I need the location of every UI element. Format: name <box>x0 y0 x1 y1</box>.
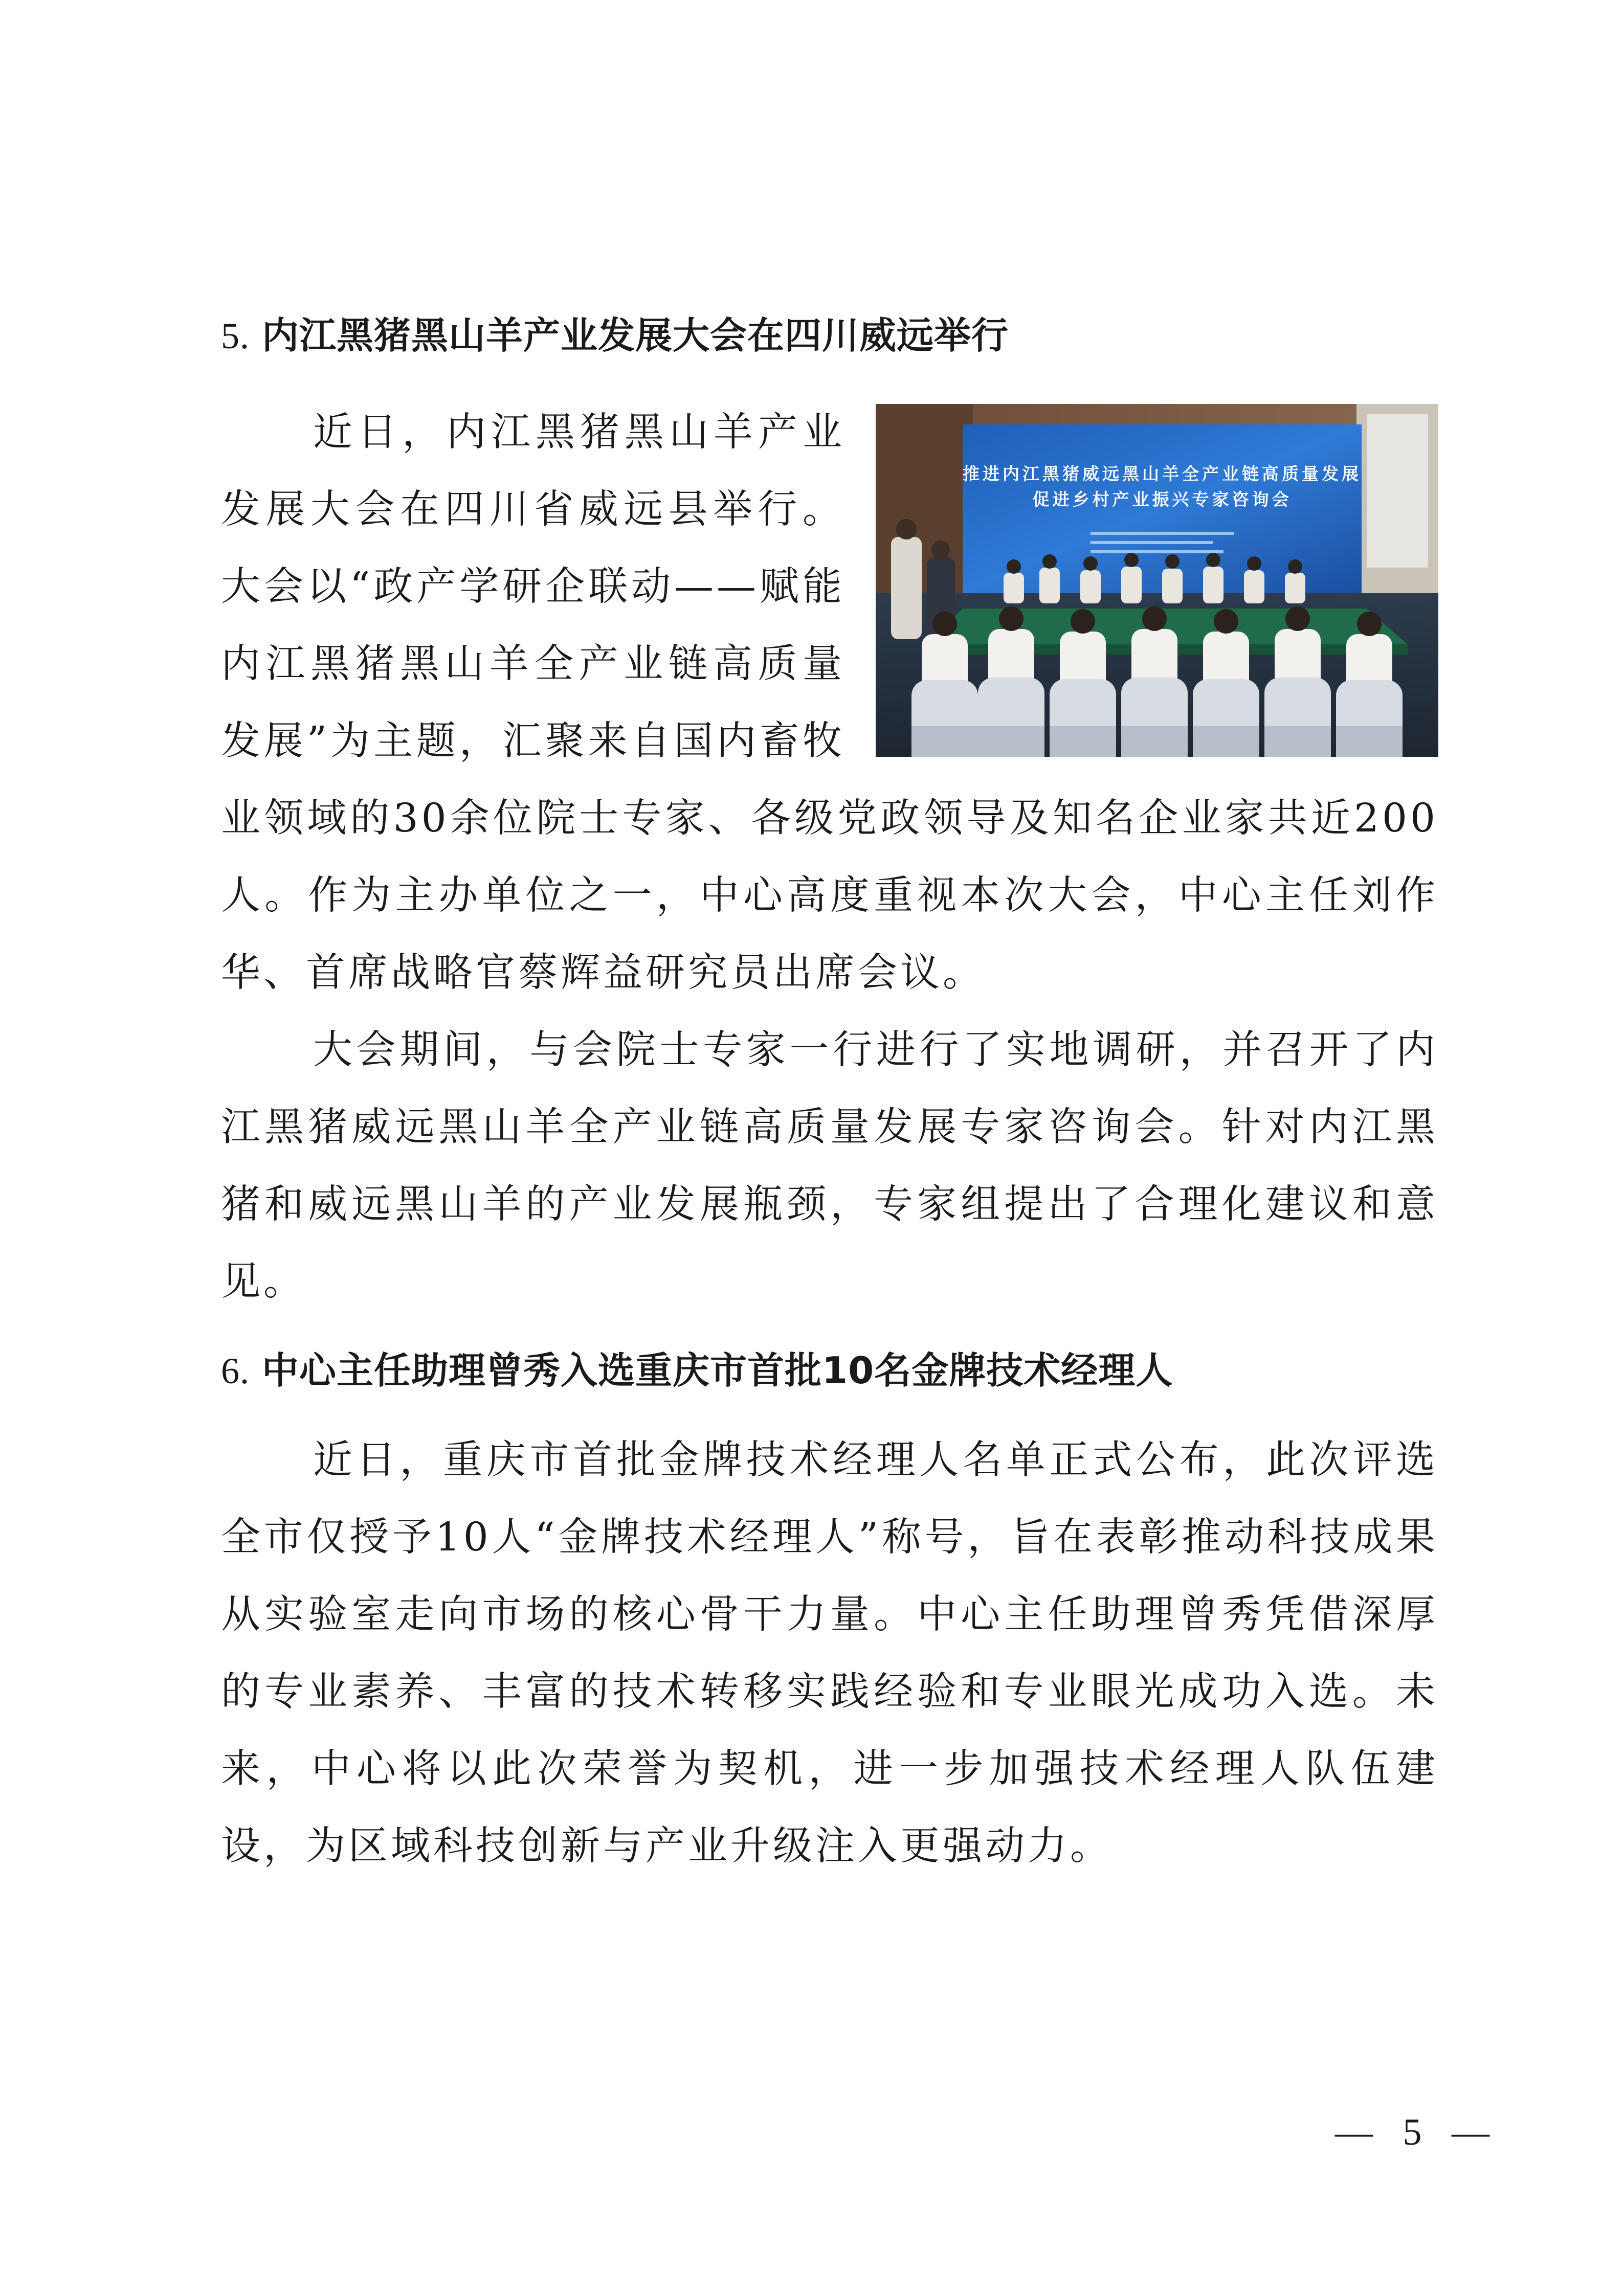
section-5-paragraph-1: 近日，内江黑猪黑山羊产业发展大会在四川省威远县举行。大会以“政产学研企联动——赋能内江黑猪黑山羊全产业链高质量发展”为主题，汇聚来自国内畜牧业领域的30余位院士专家、各级党政领导及知名企业家共近200人。作为主办单位之一，中心高度重视本次大会，中心主任刘作华、首席战略官蔡辉益研究员出席会议。 <box>221 410 1438 996</box>
section-5-number: 5. <box>221 316 250 356</box>
section-5-paragraph-2: 大会期间，与会院士专家一行进行了实地调研，并召开了内江黑猪威远黑山羊全产业链高质量发展专家咨询会。针对内江黑猪和威远黑山羊的产业发展瓶颈，专家组提出了合理化建议和意见。 <box>221 1027 1438 1304</box>
section-6-heading <box>221 1345 1173 1397</box>
banner-line-2: 促进乡村产业振兴专家咨询会 <box>1032 489 1292 509</box>
section-5-body <box>221 394 1438 1320</box>
page-number: — 5 — <box>1335 2111 1500 2153</box>
conference-photo <box>876 404 1438 757</box>
section-5-title: 内江黑猪黑山羊产业发展大会在四川威远举行 <box>262 314 1009 357</box>
section-6-body <box>221 1422 1438 1885</box>
section-6-title: 中心主任助理曾秀入选重庆市首批10名金牌技术经理人 <box>262 1349 1173 1392</box>
section-6-paragraph-1: 近日，重庆市首批金牌技术经理人名单正式公布，此次评选全市仅授予10人“金牌技术经理人”称号，旨在表彰推动科技成果从实验室走向市场的核心骨干力量。中心主任助理曾秀凭借深厚的专业素养、丰富的技术转移实践经验和专业眼光成功入选。未来，中心将以此次荣誉为契机，进一步加强技术经理人队伍建设，为区域科技创新与产业升级注入更强动力。 <box>221 1437 1438 1869</box>
banner-line-1: 推进内江黑猪威远黑山羊全产业链高质量发展 <box>963 464 1362 484</box>
conference-photo-image <box>876 404 1438 757</box>
section-5-heading <box>221 310 1009 362</box>
section-6-number: 6. <box>221 1350 250 1391</box>
